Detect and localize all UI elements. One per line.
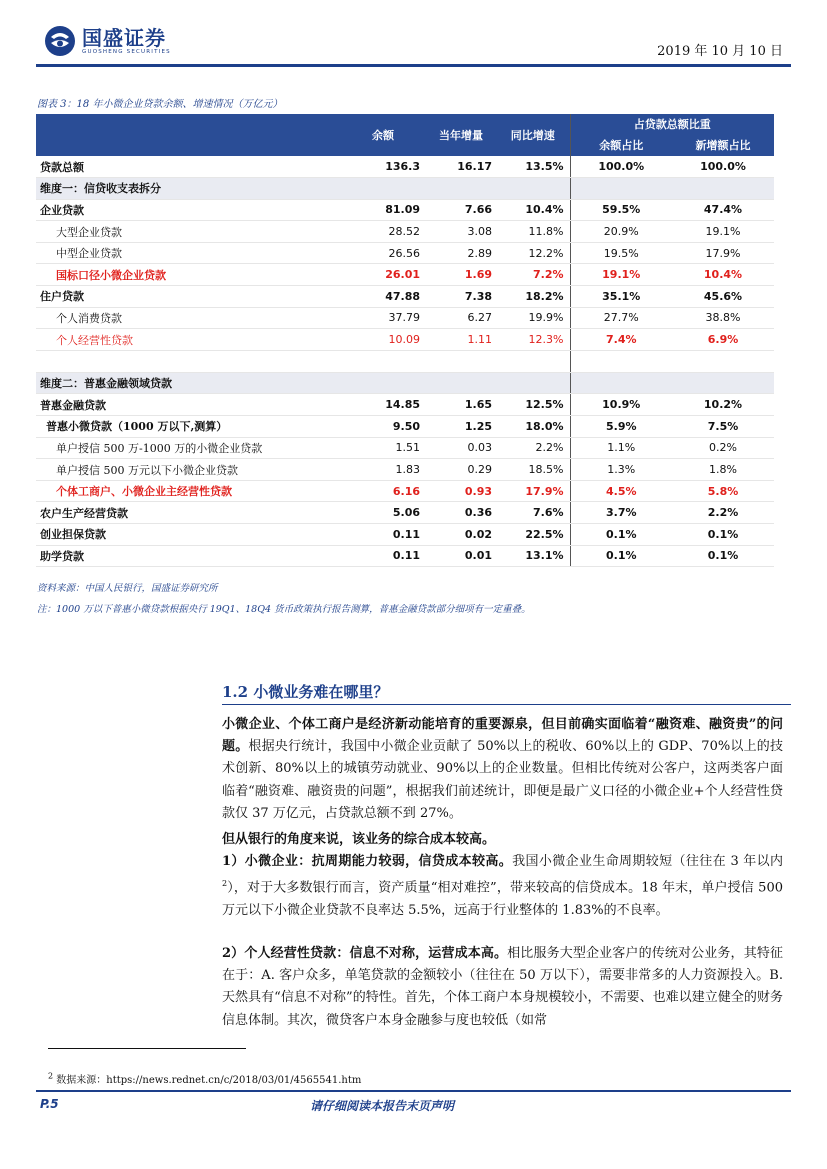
footnote-number: 2 xyxy=(48,1071,54,1081)
row-increment: 1.11 xyxy=(426,329,498,351)
row-balance: 5.06 xyxy=(342,502,426,524)
row-balance: 47.88 xyxy=(342,286,426,308)
row-balance: 26.56 xyxy=(342,242,426,264)
row-balance-share: 19.1% xyxy=(570,264,672,286)
row-balance: 37.79 xyxy=(342,307,426,329)
row-yoy: 12.2% xyxy=(498,242,570,264)
row-balance: 136.3 xyxy=(342,156,426,178)
row-increment: 1.69 xyxy=(426,264,498,286)
paragraph-3-text-a: 我国小微企业生命周期较短（往往在 3 年以内 xyxy=(512,854,783,869)
row-label: 住户贷款 xyxy=(36,286,342,308)
report-date: 2019 年 10 月 10 日 xyxy=(657,44,783,59)
company-logo xyxy=(44,24,171,58)
paragraph-1-text: 根据央行统计，我国中小微企业贡献了 50%以上的税收、60%以上的 GDP、70%以上的技术创新、80%以上的城镇劳动就业、90%以上的企业数量。但相比传统对公客户，这两类客户面临着“融资难、融资贵的问题”，根据我们前述统计，即便是最广义口径的小微企业+个人经营性贷款仅 37 万亿元，占贷款总额不到 27%。 xyxy=(222,739,783,821)
row-yoy: 11.8% xyxy=(498,221,570,243)
row-label: 企业贷款 xyxy=(36,199,342,221)
table-section-row xyxy=(36,178,774,200)
table-row xyxy=(36,199,774,221)
table-row xyxy=(36,286,774,308)
row-label: 单户授信 500 万-1000 万的小微企业贷款 xyxy=(36,437,342,459)
header-share-group: 占贷款总额比重 xyxy=(570,114,774,134)
row-new-share: 47.4% xyxy=(672,199,774,221)
footnote xyxy=(48,1071,361,1086)
row-yoy: 12.3% xyxy=(498,329,570,351)
row-increment: 6.27 xyxy=(426,307,498,329)
row-yoy: 19.9% xyxy=(498,307,570,329)
paragraph-2-lead: 但从银行的角度来说，该业务的综合成本较高。 xyxy=(222,832,496,847)
row-new-share: 100.0% xyxy=(672,156,774,178)
row-yoy: 10.4% xyxy=(498,199,570,221)
table-row xyxy=(36,242,774,264)
row-balance: 9.50 xyxy=(342,416,426,438)
row-balance-share: 0.1% xyxy=(570,545,672,567)
table-row-highlight xyxy=(36,480,774,502)
table-row xyxy=(36,156,774,178)
row-balance: 0.11 xyxy=(342,545,426,567)
header-yoy: 同比增速 xyxy=(498,114,570,156)
table-header-row xyxy=(36,114,774,134)
section-label: 维度一：信贷收支表拆分 xyxy=(36,178,342,200)
row-new-share: 5.8% xyxy=(672,480,774,502)
header-balance-share: 余额占比 xyxy=(570,134,672,156)
row-label: 个体工商户、小微企业主经营性贷款 xyxy=(36,480,342,502)
row-increment: 7.66 xyxy=(426,199,498,221)
row-label: 个人经营性贷款 xyxy=(36,329,342,351)
row-increment: 16.17 xyxy=(426,156,498,178)
table-row xyxy=(36,307,774,329)
row-balance-share: 4.5% xyxy=(570,480,672,502)
row-increment: 0.93 xyxy=(426,480,498,502)
page-number: P.5 xyxy=(40,1097,59,1111)
section-label: 维度二：普惠金融领域贷款 xyxy=(36,372,342,394)
row-balance-share: 59.5% xyxy=(570,199,672,221)
row-increment: 7.38 xyxy=(426,286,498,308)
row-yoy: 7.2% xyxy=(498,264,570,286)
footer-disclaimer: 请仔细阅读本报告末页声明 xyxy=(310,1099,455,1113)
row-balance-share: 10.9% xyxy=(570,394,672,416)
section-rule xyxy=(222,704,791,705)
row-label: 中型企业贷款 xyxy=(36,242,342,264)
table-blank-row xyxy=(36,350,774,372)
row-increment: 0.03 xyxy=(426,437,498,459)
table-row-highlight xyxy=(36,329,774,351)
row-new-share: 45.6% xyxy=(672,286,774,308)
row-label: 普惠小微贷款（1000 万以下,测算） xyxy=(36,416,342,438)
paragraph-1 xyxy=(222,714,783,825)
table-row xyxy=(36,524,774,546)
row-balance: 14.85 xyxy=(342,394,426,416)
paragraph-4-lead: 2）个人经营性贷款：信息不对称，运营成本高。 xyxy=(222,946,508,961)
row-yoy: 17.9% xyxy=(498,480,570,502)
row-label: 个人消费贷款 xyxy=(36,307,342,329)
header-rule xyxy=(36,64,791,67)
row-increment: 1.65 xyxy=(426,394,498,416)
row-increment: 0.36 xyxy=(426,502,498,524)
paragraph-4-text: 相比服务大型企业客户的传统对公业务，其特征在于：A. 客户众多，单笔贷款的金额较小（往往在 50 万以下），需要非常多的人力资源投入。B. 天然具有“信息不对称”的特性。首先，个体工商户本身规模较小，不需要、也难以建立健全的财务信息体制。其次，微贷客户本身金融参与度也较低（如常 xyxy=(222,946,783,1028)
row-balance: 10.09 xyxy=(342,329,426,351)
table-row xyxy=(36,221,774,243)
row-new-share: 2.2% xyxy=(672,502,774,524)
row-yoy: 7.6% xyxy=(498,502,570,524)
row-yoy: 13.1% xyxy=(498,545,570,567)
footer-rule xyxy=(36,1090,791,1092)
table-row xyxy=(36,394,774,416)
row-new-share: 10.4% xyxy=(672,264,774,286)
row-new-share: 7.5% xyxy=(672,416,774,438)
row-new-share: 0.1% xyxy=(672,545,774,567)
row-balance-share: 0.1% xyxy=(570,524,672,546)
row-balance: 1.83 xyxy=(342,459,426,481)
row-increment: 1.25 xyxy=(426,416,498,438)
company-logo-icon xyxy=(44,25,76,57)
row-balance-share: 1.3% xyxy=(570,459,672,481)
row-label: 普惠金融贷款 xyxy=(36,394,342,416)
company-name: 国盛证券 xyxy=(82,25,166,50)
paragraph-2 xyxy=(222,829,783,851)
row-balance-share: 35.1% xyxy=(570,286,672,308)
header-label xyxy=(36,114,342,156)
row-increment: 3.08 xyxy=(426,221,498,243)
footnote-rule xyxy=(48,1048,246,1049)
table-section-row xyxy=(36,372,774,394)
row-balance-share: 1.1% xyxy=(570,437,672,459)
row-label: 助学贷款 xyxy=(36,545,342,567)
header-increment: 当年增量 xyxy=(426,114,498,156)
loan-table xyxy=(36,114,774,567)
row-label: 大型企业贷款 xyxy=(36,221,342,243)
row-new-share: 10.2% xyxy=(672,394,774,416)
table-source: 资料来源：中国人民银行，国盛证券研究所 xyxy=(37,583,218,594)
table-row-highlight xyxy=(36,264,774,286)
row-balance: 0.11 xyxy=(342,524,426,546)
table-row xyxy=(36,437,774,459)
row-balance-share: 100.0% xyxy=(570,156,672,178)
paragraph-3 xyxy=(222,851,783,922)
row-yoy: 22.5% xyxy=(498,524,570,546)
row-increment: 0.01 xyxy=(426,545,498,567)
section-title: 1.2 小微业务难在哪里？ xyxy=(222,683,389,701)
row-new-share: 6.9% xyxy=(672,329,774,351)
row-increment: 2.89 xyxy=(426,242,498,264)
row-label: 农户生产经营贷款 xyxy=(36,502,342,524)
row-balance: 1.51 xyxy=(342,437,426,459)
table-row xyxy=(36,545,774,567)
row-new-share: 17.9% xyxy=(672,242,774,264)
header-balance: 余额 xyxy=(342,114,426,156)
row-balance-share: 19.5% xyxy=(570,242,672,264)
row-balance-share: 20.9% xyxy=(570,221,672,243)
row-new-share: 19.1% xyxy=(672,221,774,243)
row-new-share: 1.8% xyxy=(672,459,774,481)
header-new-share: 新增额占比 xyxy=(672,134,774,156)
footnote-ref[interactable]: 2 xyxy=(222,879,228,889)
row-label: 贷款总额 xyxy=(36,156,342,178)
company-sub: GUOSHENG SECURITIES xyxy=(82,48,171,55)
row-yoy: 13.5% xyxy=(498,156,570,178)
paragraph-3-lead: 1）小微企业：抗周期能力较弱，信贷成本较高。 xyxy=(222,854,513,869)
table-note: 注：1000 万以下普惠小微贷款根据央行 19Q1、18Q4 货币政策执行报告测算，普惠金融贷款部分细项有一定重叠。 xyxy=(37,604,531,615)
row-yoy: 12.5% xyxy=(498,394,570,416)
row-increment: 0.02 xyxy=(426,524,498,546)
row-new-share: 0.1% xyxy=(672,524,774,546)
row-yoy: 18.2% xyxy=(498,286,570,308)
table-row xyxy=(36,459,774,481)
footnote-text: 数据来源：https://news.rednet.cn/c/2018/03/01/4565541.htm xyxy=(56,1075,362,1086)
row-label: 国标口径小微企业贷款 xyxy=(36,264,342,286)
row-yoy: 18.5% xyxy=(498,459,570,481)
row-balance-share: 7.4% xyxy=(570,329,672,351)
row-balance: 81.09 xyxy=(342,199,426,221)
table-row xyxy=(36,502,774,524)
row-balance-share: 27.7% xyxy=(570,307,672,329)
row-label: 单户授信 500 万元以下小微企业贷款 xyxy=(36,459,342,481)
row-balance-share: 3.7% xyxy=(570,502,672,524)
row-balance-share: 5.9% xyxy=(570,416,672,438)
row-balance: 6.16 xyxy=(342,480,426,502)
paragraph-3-text-b: ），对于大多数银行而言，资产质量“相对难控”，带来较高的信贷成本。18 年末，单户授信 500 万元以下小微企业贷款不良率达 5.5%，远高于行业整体的 1.83%的不良率。 xyxy=(222,880,783,918)
paragraph-1-lead: 小微企业、个体工商户是经济新动能培育的重要源泉，但目前确实面临着“融资难、融资贵”的问题。 xyxy=(222,717,783,755)
table-title: 图表 3：18 年小微企业贷款余额、增速情况（万亿元） xyxy=(37,99,283,110)
row-balance: 28.52 xyxy=(342,221,426,243)
row-new-share: 38.8% xyxy=(672,307,774,329)
paragraph-4 xyxy=(222,943,783,1032)
row-yoy: 2.2% xyxy=(498,437,570,459)
row-balance: 26.01 xyxy=(342,264,426,286)
table-row xyxy=(36,416,774,438)
row-yoy: 18.0% xyxy=(498,416,570,438)
row-label: 创业担保贷款 xyxy=(36,524,342,546)
row-new-share: 0.2% xyxy=(672,437,774,459)
row-increment: 0.29 xyxy=(426,459,498,481)
